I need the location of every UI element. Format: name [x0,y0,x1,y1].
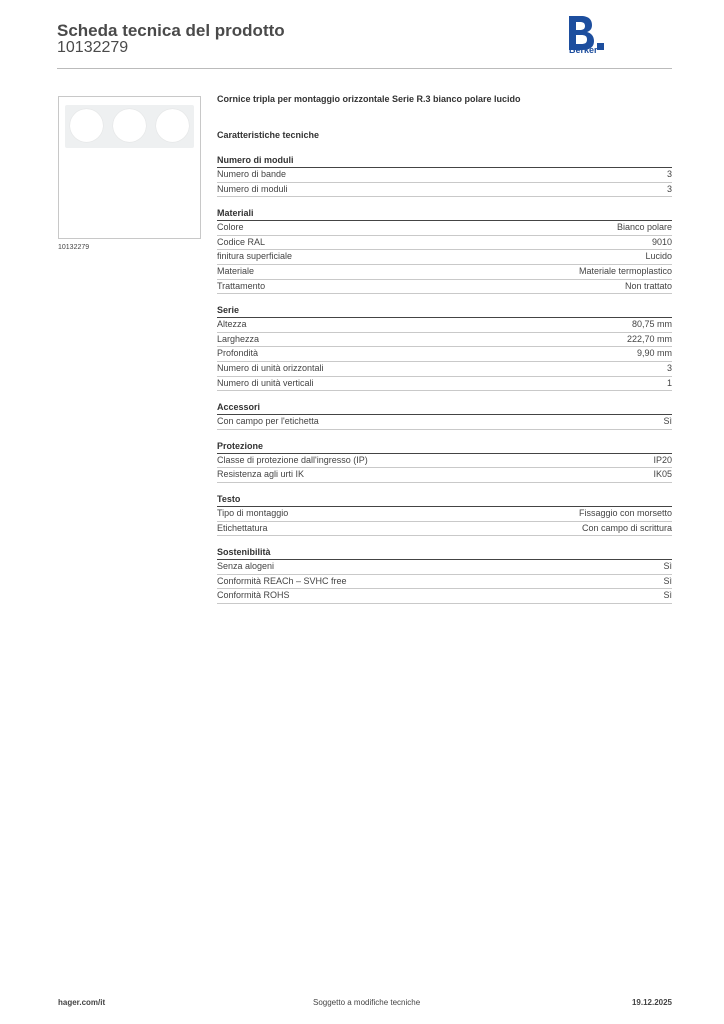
section-title: Serie [217,304,672,318]
product-number: 10132279 [57,39,129,56]
spec-label: Resistenza agli urti IK [217,469,305,480]
spec-value: Non trattato [624,280,672,291]
spec-value: 80,75 mm [631,319,672,330]
spec-label: Senza alogeni [217,561,275,572]
spec-row [217,333,672,348]
section-title: Testo [217,493,672,507]
spec-value: Bianco polare [616,222,672,233]
spec-row [217,377,672,392]
section-title: Materiali [217,207,672,221]
spec-row [217,236,672,251]
spec-value: 9010 [651,236,672,247]
spec-section [217,546,672,604]
spec-row [217,280,672,295]
spec-value: Materiale termoplastico [578,265,672,276]
spec-row [217,362,672,377]
spec-section [217,440,672,483]
spec-section [217,401,672,430]
spec-sections [217,154,672,604]
spec-value: Sì [663,561,672,572]
section-title: Accessori [217,401,672,415]
spec-value: Sì [663,416,672,427]
spec-value: 3 [666,362,672,373]
frame-opening [70,109,103,142]
spec-row [217,250,672,265]
spec-label: Trattamento [217,280,266,291]
spec-label: Tipo di montaggio [217,507,289,518]
spec-row [217,318,672,333]
spec-label: Codice RAL [217,236,266,247]
spec-label: Conformità REACh – SVHC free [217,575,347,586]
spec-row [217,265,672,280]
spec-label: Conformità ROHS [217,590,290,601]
spec-value: 9,90 mm [636,348,672,359]
frame-opening [156,109,189,142]
image-caption: 10132279 [58,244,90,251]
spec-row [217,183,672,198]
spec-section [217,207,672,294]
spec-section [217,154,672,197]
tech-heading: Caratteristiche tecniche [217,130,320,140]
spec-content [217,94,672,604]
spec-section [217,493,672,536]
spec-section [217,304,672,391]
section-title: Numero di moduli [217,154,672,168]
spec-label: Colore [217,222,244,233]
spec-value: 3 [666,183,672,194]
spec-value: Lucido [645,251,672,262]
spec-label: Larghezza [217,333,260,344]
header-divider [57,68,672,69]
page-title: Scheda tecnica del prodotto [57,21,285,40]
footer-website: hager.com/it [58,998,106,1007]
spec-label: finitura superficiale [217,251,293,262]
spec-row [217,575,672,590]
spec-label: Classe di protezione dall'ingresso (IP) [217,454,368,465]
spec-value: Sì [663,575,672,586]
spec-value: 222,70 mm [626,333,672,344]
spec-value: Con campo di scrittura [581,522,672,533]
spec-row [217,347,672,362]
frame-opening [113,109,146,142]
spec-value: IK05 [653,469,672,480]
product-image [58,96,201,239]
footer-note: Soggetto a modifiche tecniche [313,998,421,1007]
spec-row [217,415,672,430]
spec-row [217,522,672,537]
spec-value: 3 [666,169,672,179]
spec-row [217,454,672,469]
spec-label: Numero di unità verticali [217,377,314,388]
spec-row [217,507,672,522]
spec-label: Etichettatura [217,522,268,533]
spec-label: Altezza [217,319,247,330]
spec-label: Numero di unità orizzontali [217,362,324,373]
section-title: Sostenibilità [217,546,672,560]
spec-row [217,468,672,483]
spec-row [217,168,672,183]
product-name: Cornice tripla per montaggio orizzontale Serie R.3 bianco polare lucido [217,94,521,104]
spec-label: Materiale [217,265,255,276]
spec-label: Numero di moduli [217,183,288,194]
triple-frame-illustration [65,105,194,148]
footer-date: 19.12.2025 [631,998,672,1007]
spec-value: Fissaggio con morsetto [578,507,672,518]
section-title: Protezione [217,440,672,454]
spec-label: Numero di bande [217,169,287,179]
spec-value: Sì [663,590,672,601]
spec-value: 1 [666,377,672,388]
spec-label: Con campo per l'etichetta [217,416,319,427]
spec-row [217,589,672,604]
spec-value: IP20 [653,454,672,465]
brand-name: Berker [569,45,598,55]
spec-label: Profondità [217,348,259,359]
spec-row [217,560,672,575]
spec-row [217,221,672,236]
